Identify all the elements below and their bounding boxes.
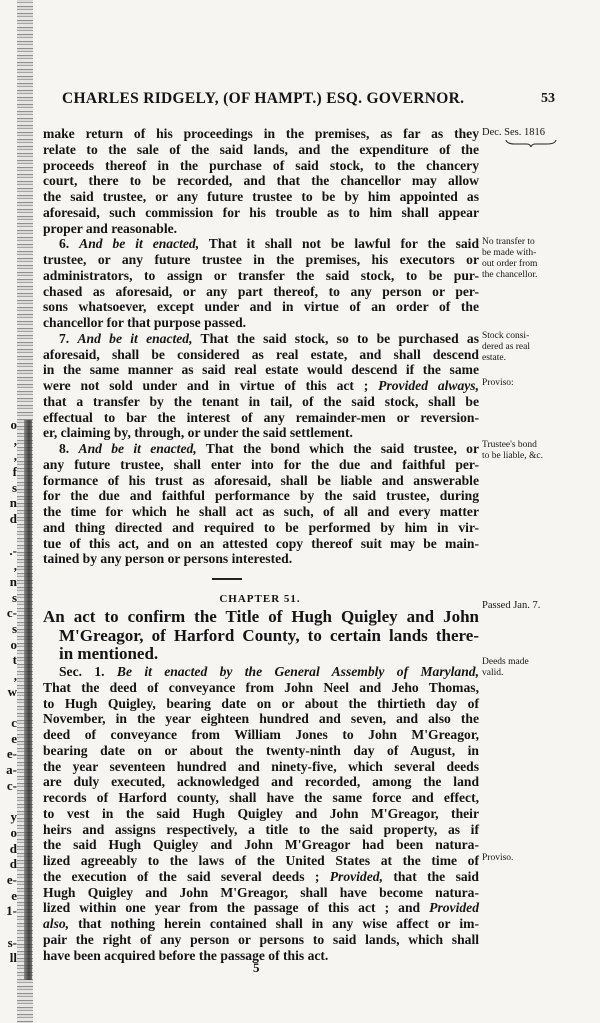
- text-segment: that nothing herein contained shall in any wise affect or im-: [69, 916, 479, 931]
- text-segment: That the said stock, so to be purchased as: [192, 330, 480, 346]
- text-segment: That the deed of conveyance from John Neel and Jeho Thomas,: [43, 679, 479, 695]
- margin-note-trustee-bond: [482, 440, 600, 462]
- margin-note-line: dered as real: [482, 342, 530, 352]
- text-segment: chancellor for that purpose passed.: [43, 315, 247, 330]
- facing-page-fragment: s: [11, 589, 17, 605]
- text-segment: have been acquired before the passage of this act.: [43, 947, 329, 963]
- text-segment: the execution of the said several deeds ;: [43, 868, 330, 884]
- text-segment: November, in the year eighteen hundred and seven, and also the: [43, 711, 479, 727]
- italic-segment: And be it enacted,: [78, 441, 197, 456]
- facing-page-fragment: e-: [6, 746, 17, 762]
- act-title: [43, 608, 479, 664]
- text-segment: Hugh Quigley and John M'Greagor, shall have become natura-: [43, 884, 479, 900]
- text-segment: the year seventeen hundred and ninety-five, which several deeds: [43, 758, 479, 774]
- page-number: 53: [541, 91, 555, 106]
- facing-page-fragment: 1-: [6, 903, 17, 919]
- text-line: [43, 441, 479, 457]
- facing-page-fragment: ll: [9, 950, 17, 966]
- facing-page-fragment: e-: [6, 871, 17, 887]
- text-line: [43, 520, 479, 536]
- text-segment: aforesaid, shall be considered as real estate, and shall descend: [43, 346, 479, 362]
- margin-note-line: to be liable, &c.: [482, 451, 543, 461]
- text-segment: An act to confirm the Title of Hugh Quigley and John: [43, 607, 479, 626]
- text-line: [43, 885, 479, 901]
- margin-note-stock: [482, 331, 600, 364]
- facing-page-fragment: f: [12, 464, 17, 480]
- facing-page-fragment: ,: [13, 668, 17, 683]
- text-line: [43, 664, 479, 680]
- text-line: [43, 869, 479, 885]
- text-line: [43, 680, 479, 696]
- facing-page-fragment: o: [10, 824, 17, 840]
- italic-segment: And be it enacted,: [77, 330, 193, 346]
- text-line: [43, 473, 479, 489]
- italic-segment: And be it enacted,: [79, 236, 200, 252]
- text-segment: relate to the sale of the said lands, and the expenditure of the: [43, 141, 479, 157]
- facing-page-fragment: [0, 699, 17, 715]
- text-line: [43, 268, 479, 284]
- margin-note-deeds-valid: [482, 657, 600, 679]
- facing-page-fragment: e: [11, 730, 17, 746]
- text-segment: proceeds thereof in the purchase of said stock, to the chancery: [43, 157, 479, 173]
- text-segment: proper and reasonable.: [43, 220, 178, 236]
- text-line: [43, 932, 479, 948]
- text-line: [43, 696, 479, 712]
- text-segment: in the same manner as said real estate would descend if the same: [43, 362, 479, 378]
- text-line: [43, 711, 479, 727]
- text-segment: trustee, or any future trustee in the premises, his executors or: [43, 252, 479, 267]
- text-segment: that a transfer by the tenant in tail, of the said stock, shall be: [43, 393, 479, 409]
- text-segment: make return of his proceedings in the premises, as far as they: [43, 126, 479, 141]
- margin-note-session: Dec. Ses. 1816: [482, 127, 545, 138]
- text-line: [43, 331, 479, 347]
- text-line: [43, 158, 479, 174]
- text-line: [43, 790, 479, 806]
- margin-note-proviso-2: Proviso.: [482, 853, 514, 863]
- text-segment: and thing directed and required to be performed by him in vir-: [43, 519, 479, 535]
- text-segment: were not sold under and in virtue of this act ;: [43, 378, 379, 393]
- text-line: [43, 425, 479, 441]
- signature-mark: 5: [253, 960, 260, 975]
- italic-segment: also,: [43, 916, 70, 931]
- text-segment: the said Hugh Quigley and John M'Greagor had been natura-: [43, 837, 479, 853]
- text-line: [43, 142, 479, 158]
- text-line: [43, 645, 479, 664]
- facing-page-fragment: [0, 919, 17, 935]
- text-segment: lized within one year from the passage of this act ; and: [43, 900, 430, 916]
- text-segment: sons whatsoever, except under and in virtue of an order of the: [43, 299, 479, 315]
- text-segment: records of Harford county, shall have the same force and effect,: [43, 790, 479, 805]
- text-segment: effectual to bar the interest of any remainder-men or reversion-: [43, 409, 479, 425]
- text-line: [43, 727, 479, 743]
- text-line: [43, 189, 479, 205]
- text-segment: for the due and faithful performance by the said trustee, during: [43, 488, 479, 504]
- text-line: [43, 457, 479, 473]
- text-line: [43, 173, 479, 189]
- facing-page-fragment: w: [7, 683, 17, 699]
- facing-page-fragment: [0, 527, 17, 543]
- text-line: [43, 126, 479, 142]
- text-line: [43, 806, 479, 822]
- facing-page-fragment: y: [10, 809, 17, 825]
- text-line: [43, 759, 479, 775]
- facing-page-fragment: n: [9, 573, 17, 589]
- text-segment: 8.: [59, 441, 79, 456]
- text-segment: bearing date on or about the twenty-ninth day of August, in: [43, 742, 479, 758]
- margin-note-line: Stock consi-: [482, 331, 530, 341]
- facing-page-fragment: c: [11, 715, 17, 731]
- text-line: [43, 378, 479, 394]
- margin-note-line: valid.: [482, 668, 504, 678]
- facing-page-fragment: ,: [13, 448, 17, 464]
- text-line: [43, 347, 479, 363]
- text-line: [43, 205, 479, 221]
- margin-note-line: Deeds made: [482, 657, 529, 667]
- book-gutter-shadow: [24, 420, 32, 980]
- margin-note-proviso: Proviso:: [482, 378, 514, 388]
- facing-page-fragment: s-: [7, 934, 17, 950]
- text-segment: are duly executed, acknowledged and recorded, among the land: [43, 774, 479, 790]
- text-line: [43, 551, 479, 567]
- facing-page-fragment: s: [11, 479, 17, 495]
- text-line: [43, 627, 479, 646]
- facing-page-fragments: [0, 417, 17, 966]
- text-line: [43, 948, 479, 964]
- facing-page-fragment: d: [9, 511, 17, 527]
- text-segment: the said trustee, or any future trustee to be by him appointed as: [43, 189, 479, 204]
- text-segment: administrators, to assign or transfer the said stock, to be pur-: [43, 267, 479, 283]
- text-segment: M'Greagor, of Harford County, to certain lands there-: [59, 625, 479, 645]
- facing-page-fragment: [0, 794, 17, 810]
- facing-page-fragment: o: [10, 636, 17, 652]
- facing-page-fragment: o: [10, 417, 17, 432]
- text-segment: pair the right of any person or persons to said lands, which shall: [43, 931, 479, 947]
- text-line: [43, 394, 479, 410]
- text-segment: lized agreeably to the laws of the United States at the time of: [43, 853, 479, 868]
- facing-page-fragment: e: [11, 887, 17, 903]
- facing-page-fragment: c-: [6, 605, 17, 621]
- text-line: [43, 236, 479, 252]
- text-segment: aforesaid, such commission for his trouble as to him shall appear: [43, 204, 479, 220]
- margin-note-passed: Passed Jan. 7.: [482, 600, 541, 611]
- text-segment: chased as aforesaid, or any part thereof, to any person or per-: [43, 283, 479, 299]
- chapter-heading: CHAPTER 51.: [219, 593, 301, 605]
- facing-page-fragment: d: [9, 840, 17, 856]
- facing-page-fragment: ,: [13, 432, 17, 448]
- facing-page-fragment: ,: [13, 558, 17, 574]
- text-segment: heirs and assigns respectively, a title to the said property, as if: [43, 821, 479, 837]
- text-line: [43, 837, 479, 853]
- text-segment: That it shall not be lawful for the said: [199, 236, 480, 252]
- text-segment: in mentioned.: [59, 644, 159, 663]
- text-line: [43, 853, 479, 869]
- main-text: [43, 126, 479, 567]
- text-line: [43, 743, 479, 759]
- facing-page-fragment: d: [9, 856, 17, 872]
- text-segment: to Hugh Quigley, bearing date on or about the thirtieth day of: [43, 695, 479, 711]
- margin-note-line: be made with-: [482, 248, 537, 258]
- text-line: [43, 362, 479, 378]
- text-segment: formance of his trust as aforesaid, shall be liable and answerable: [43, 472, 479, 488]
- text-line: [43, 284, 479, 300]
- text-segment: 6.: [59, 236, 80, 252]
- text-segment: to vest in the said Hugh Quigley and John M'Greagor, their: [43, 805, 479, 821]
- margin-note-line: the chancellor.: [482, 270, 538, 280]
- running-title: CHARLES RIDGELY, (OF HAMPT.) ESQ. GOVERNOR.: [62, 90, 465, 107]
- italic-segment: Be it enacted by the General Assembly of Maryland,: [116, 664, 479, 679]
- text-line: [43, 608, 479, 627]
- chapter-text: [43, 664, 479, 963]
- text-line: [43, 916, 479, 932]
- margin-note-line: estate.: [482, 353, 507, 363]
- text-line: [43, 774, 479, 790]
- text-line: [43, 221, 479, 237]
- text-line: [43, 822, 479, 838]
- text-line: [43, 315, 479, 331]
- text-segment: the time for which he shall act as such, of all and every matter: [43, 504, 479, 519]
- facing-page-fragment: s: [11, 620, 17, 636]
- text-segment: 7.: [59, 330, 78, 346]
- brace-mark: [505, 139, 557, 147]
- text-line: [43, 900, 479, 916]
- text-segment: That the bond which the said trustee, or: [196, 441, 479, 456]
- italic-segment: Provided,: [329, 868, 383, 884]
- italic-segment: Provided always,: [378, 378, 479, 393]
- text-segment: any future trustee, shall enter into for the due and faithful per-: [43, 456, 479, 472]
- margin-note-line: Trustee's bond: [482, 440, 537, 450]
- section-divider: [212, 578, 242, 580]
- margin-note-no-transfer: [482, 237, 600, 281]
- facing-page-fragment: c-: [6, 777, 17, 793]
- text-line: [43, 504, 479, 520]
- text-line: [43, 299, 479, 315]
- text-segment: deed of conveyance from William Jones to John M'Greagor,: [43, 727, 479, 742]
- text-line: [43, 536, 479, 552]
- text-segment: Sec. 1.: [59, 664, 117, 679]
- facing-page-fragment: n: [9, 495, 17, 511]
- text-segment: tained by any person or persons interested.: [43, 551, 293, 567]
- text-line: [43, 252, 479, 268]
- text-segment: er, claiming by, through, or under the said settlement.: [43, 425, 353, 441]
- text-segment: that the said: [382, 868, 479, 884]
- text-segment: tue of this act, and on an attested copy thereof suit may be main-: [43, 535, 479, 551]
- facing-page-fragment: .-: [9, 542, 17, 558]
- margin-note-line: No transfer to: [482, 237, 535, 247]
- text-segment: court, there to be recorded, and that the chancellor may allow: [43, 173, 479, 189]
- italic-segment: Provided: [429, 900, 479, 916]
- margin-note-line: out order from: [482, 259, 538, 269]
- facing-page-fragment: t: [12, 652, 17, 668]
- facing-page-fragment: a-: [6, 762, 17, 778]
- text-line: [43, 488, 479, 504]
- text-line: [43, 410, 479, 426]
